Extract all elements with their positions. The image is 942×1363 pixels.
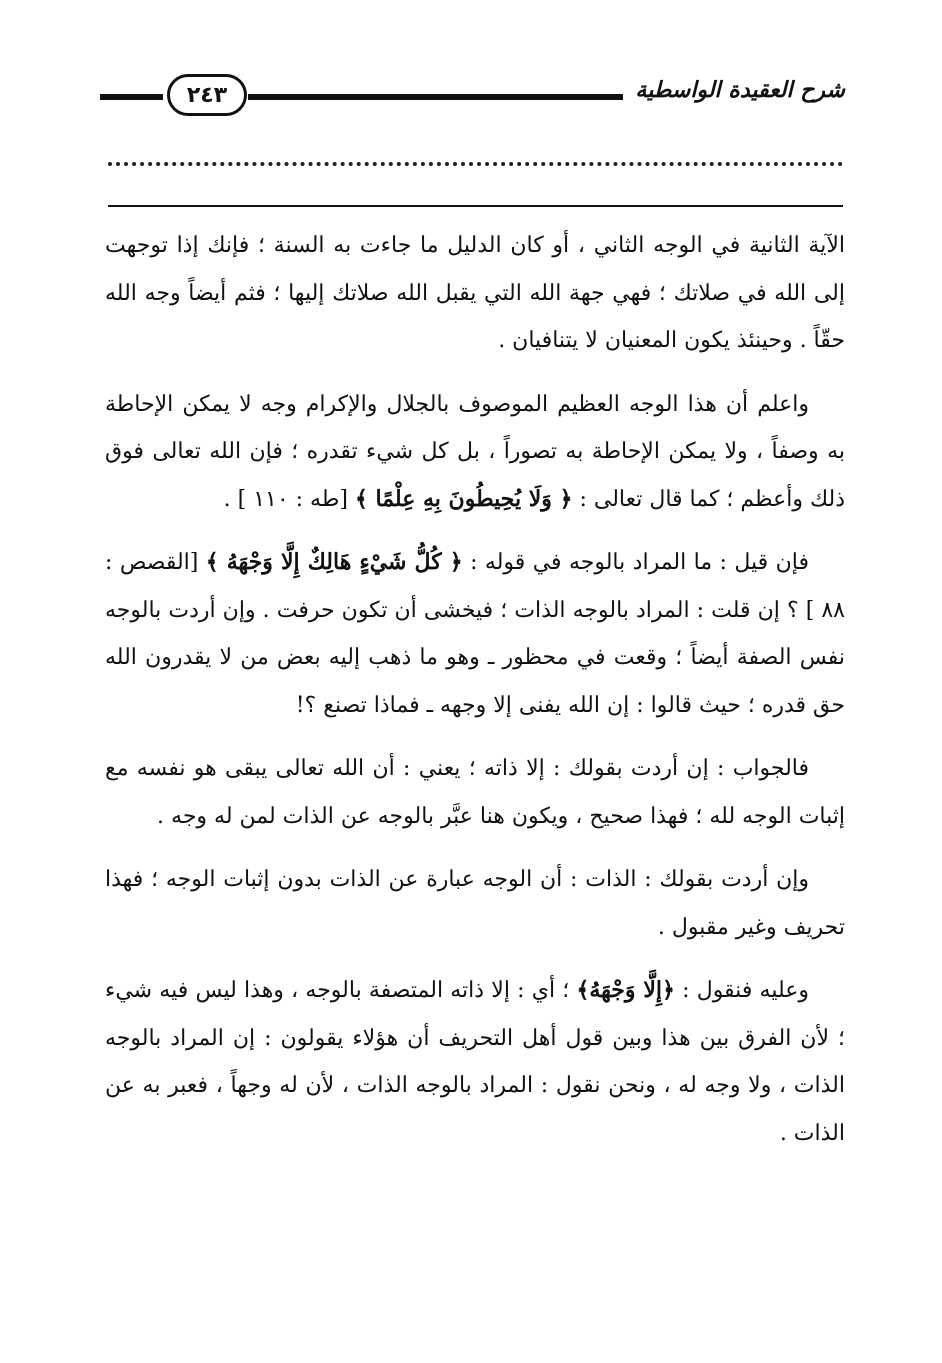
paragraph-6-rest: ؛ أي : إلا ذاته المتصفة بالوجه ، وهذا ليس فيه شيء ؛ لأن الفرق بين هذا وبين قول أهل التحريف أن هؤلاء يقولون : إن المراد بالوجه الذات ، ولا وجه له ، ونحن نقول : المراد بالوجه الذات ، لأن له وجهاً ، فعبر به عن الذات . — [105, 978, 845, 1146]
paragraph-5: وإن أردت بقولك : الذات : أن الوجه عبارة عن الذات بدون إثبات الوجه ؛ فهذا تحريف وغير مقبول . — [105, 867, 845, 940]
body-text — [105, 222, 845, 1173]
paragraph-3-rest: [القصص : ٨٨ ] ؟ إن قلت : المراد بالوجه الذات ؛ فيخشى أن تكون حرفت . وإن أردت بالوجه نفس الصفة أيضاً ؛ وقعت في محظور ـ وهو ما ذهب إليه بعض من لا يقدرون الله حق قدره ؛ حيث قالوا : إن الله يفنى إلا وجهه ـ فماذا تصنع ؟! — [105, 550, 845, 718]
paragraph-3 — [105, 539, 845, 729]
quran-verse: ﴿ وَلَا يُحِيطُونَ بِهِ عِلْمًا ﴾ — [354, 485, 573, 512]
paragraph-4: فالجواب : إن أردت بقولك : إلا ذاته ؛ يعني : أن الله تعالى يبقى هو نفسه مع إثبات الوجه لله ؛ فهذا صحيح ، ويكون هنا عبَّر بالوجه عن الذات لمن له وجه . — [105, 756, 845, 829]
running-title: شرح العقيدة الواسطية — [635, 78, 845, 103]
header-rule-left — [100, 94, 163, 100]
dotted-separator — [108, 162, 843, 166]
paragraph-1: الآية الثانية في الوجه الثاني ، أو كان الدليل ما جاءت به السنة ؛ فإنك إذا توجهت إلى الله في صلاتك ؛ فهي جهة الله التي يقبل الله صلاتك إليها ؛ فثم أيضاً وجه الله حقّاً . وحينئذ يكون المعنيان لا يتنافيان . — [105, 233, 845, 353]
solid-separator — [108, 205, 843, 207]
paragraph-6 — [105, 967, 845, 1157]
paragraph-2-text: واعلم أن هذا الوجه العظيم الموصوف بالجلال والإكرام وجه لا يمكن الإحاطة به وصفاً ، ولا يمكن الإحاطة به تصوراً ، بل كل شيء تقدره ؛ فإن الله تعالى فوق ذلك وأعظم ؛ كما قال تعالى : — [105, 391, 845, 512]
quran-verse: ﴿إِلَّا وَجْهَهُ﴾ — [576, 977, 675, 1003]
header-rule-right — [248, 94, 623, 100]
page-number-badge: ٢٤٣ — [167, 74, 247, 116]
paragraph-6-text: وعليه فنقول : — [674, 978, 809, 1003]
paragraph-2 — [105, 381, 845, 524]
quran-verse: ﴿ كُلُّ شَيْءٍ هَالِكٌ إِلَّا وَجْهَهُ ﴾ — [205, 549, 463, 575]
page-header — [100, 70, 845, 126]
verse-reference: [طه : ١١٠ ] . — [223, 486, 355, 512]
paragraph-3-text: فإن قيل : ما المراد بالوجه في قوله : — [462, 550, 809, 575]
